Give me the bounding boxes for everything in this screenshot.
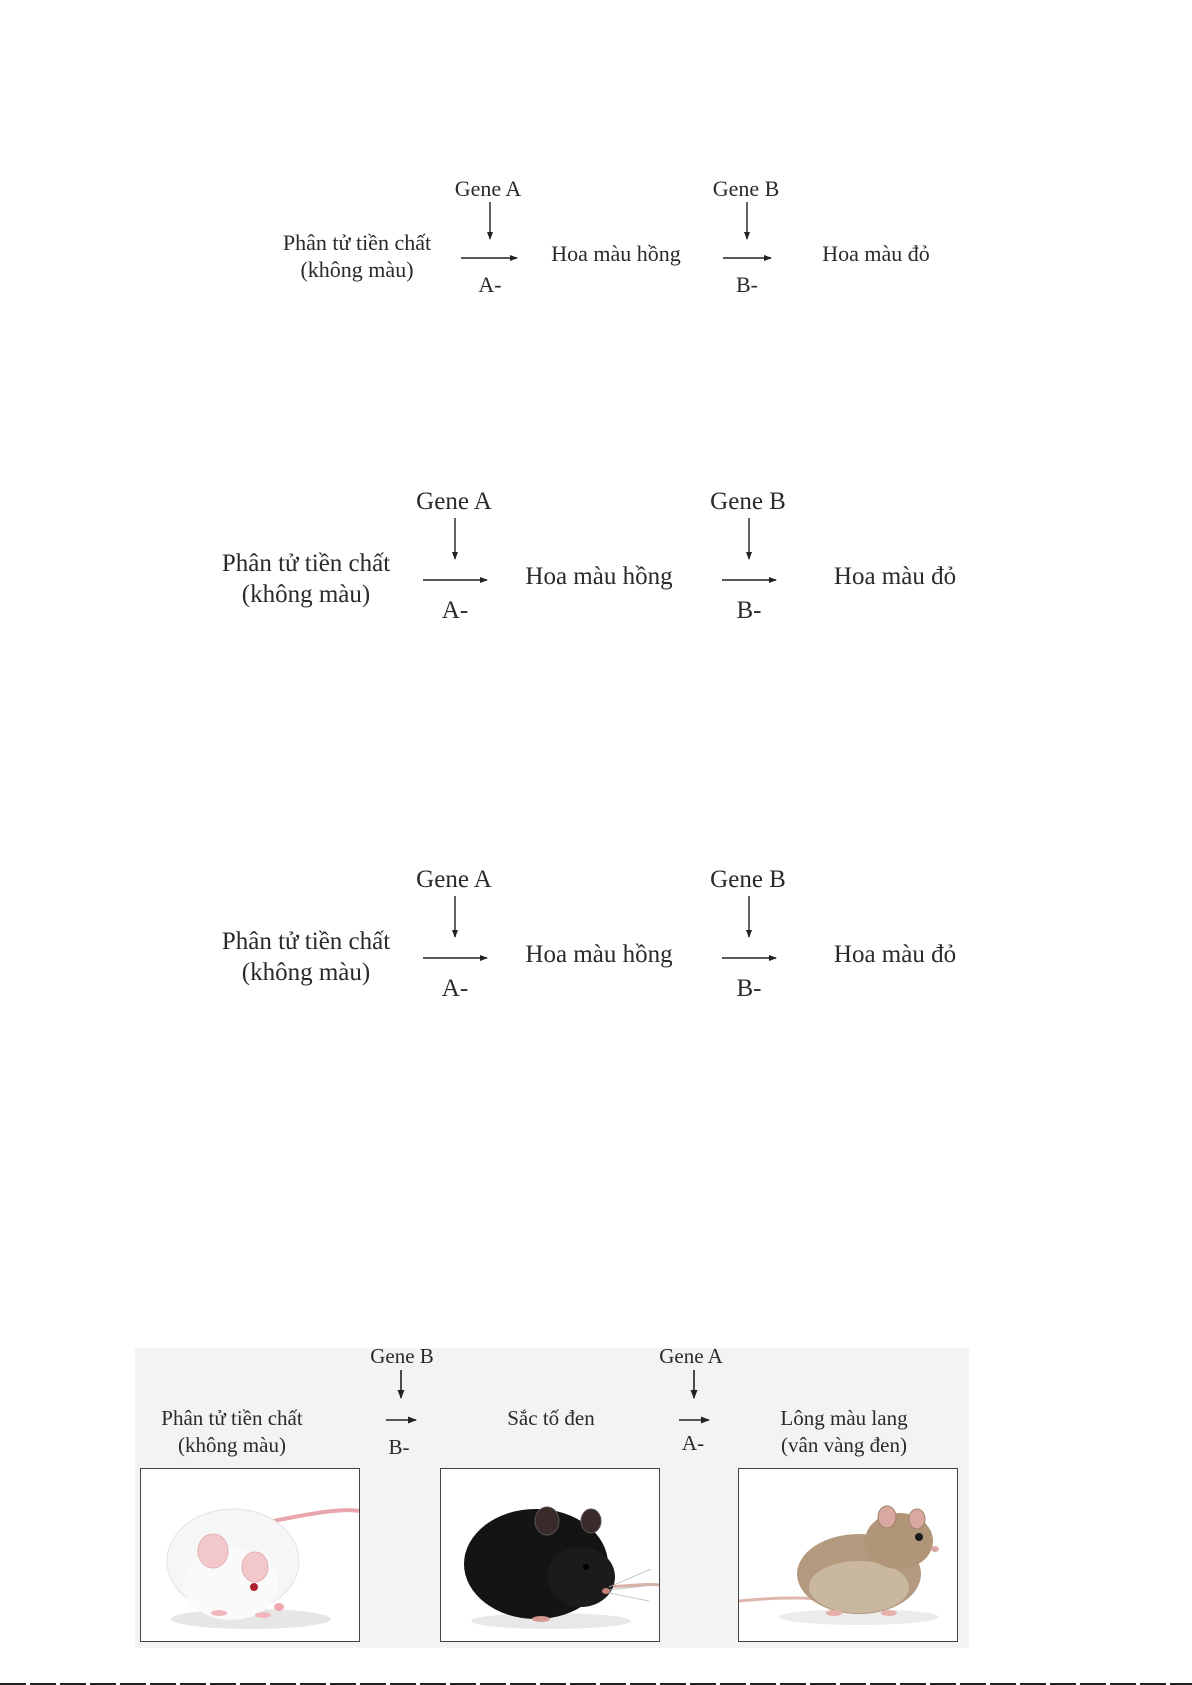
d4-product-line1: Lông màu lang bbox=[780, 1406, 908, 1430]
d1-allele-a-label: A- bbox=[478, 272, 502, 297]
d3-gene-a-label: Gene A bbox=[416, 866, 492, 893]
d4-allele-a-label: A- bbox=[681, 1431, 705, 1455]
d4-precursor-line1: Phân tử tiền chất bbox=[161, 1406, 303, 1430]
d1-precursor-line2: (không màu) bbox=[300, 257, 414, 282]
d2-precursor-line2: (không màu) bbox=[241, 581, 371, 608]
d2-gene-a-label: Gene A bbox=[416, 488, 492, 515]
d4-allele-b-label: B- bbox=[388, 1435, 410, 1459]
d4-gene-a-label: Gene A bbox=[659, 1344, 723, 1368]
d3-precursor-line2: (không màu) bbox=[241, 959, 371, 986]
d2-product-label: Hoa màu đỏ bbox=[833, 563, 957, 590]
d1-allele-b-label: B- bbox=[736, 272, 758, 297]
agouti-mouse-image bbox=[738, 1468, 958, 1642]
d3-allele-b-label: B- bbox=[736, 975, 762, 1002]
d2-allele-b-label: B- bbox=[736, 597, 762, 624]
black-mouse-image bbox=[440, 1468, 660, 1642]
d4-gene-b-label: Gene B bbox=[370, 1344, 434, 1368]
d2-gene-b-label: Gene B bbox=[710, 488, 786, 515]
d2-allele-a-label: A- bbox=[441, 597, 469, 624]
d4-intermediate-label: Sắc tố đen bbox=[507, 1406, 595, 1430]
d3-product-label: Hoa màu đỏ bbox=[833, 941, 957, 968]
d3-intermediate-label: Hoa màu hồng bbox=[525, 941, 673, 968]
d3-allele-a-label: A- bbox=[441, 975, 469, 1002]
d1-precursor-line1: Phân tử tiền chất bbox=[282, 230, 432, 255]
d1-gene-a-label: Gene A bbox=[454, 176, 522, 201]
d1-product-label: Hoa màu đỏ bbox=[822, 241, 930, 266]
d1-intermediate-label: Hoa màu hồng bbox=[551, 241, 681, 266]
d4-product-line2: (vân vàng đen) bbox=[781, 1433, 907, 1457]
d4-precursor-line2: (không màu) bbox=[178, 1433, 286, 1457]
d1-gene-b-label: Gene B bbox=[712, 176, 780, 201]
white-mouse-image bbox=[140, 1468, 360, 1642]
d2-precursor-line1: Phân tử tiền chất bbox=[221, 550, 391, 577]
d3-gene-b-label: Gene B bbox=[710, 866, 786, 893]
d2-intermediate-label: Hoa màu hồng bbox=[525, 563, 673, 590]
d3-precursor-line1: Phân tử tiền chất bbox=[221, 928, 391, 955]
